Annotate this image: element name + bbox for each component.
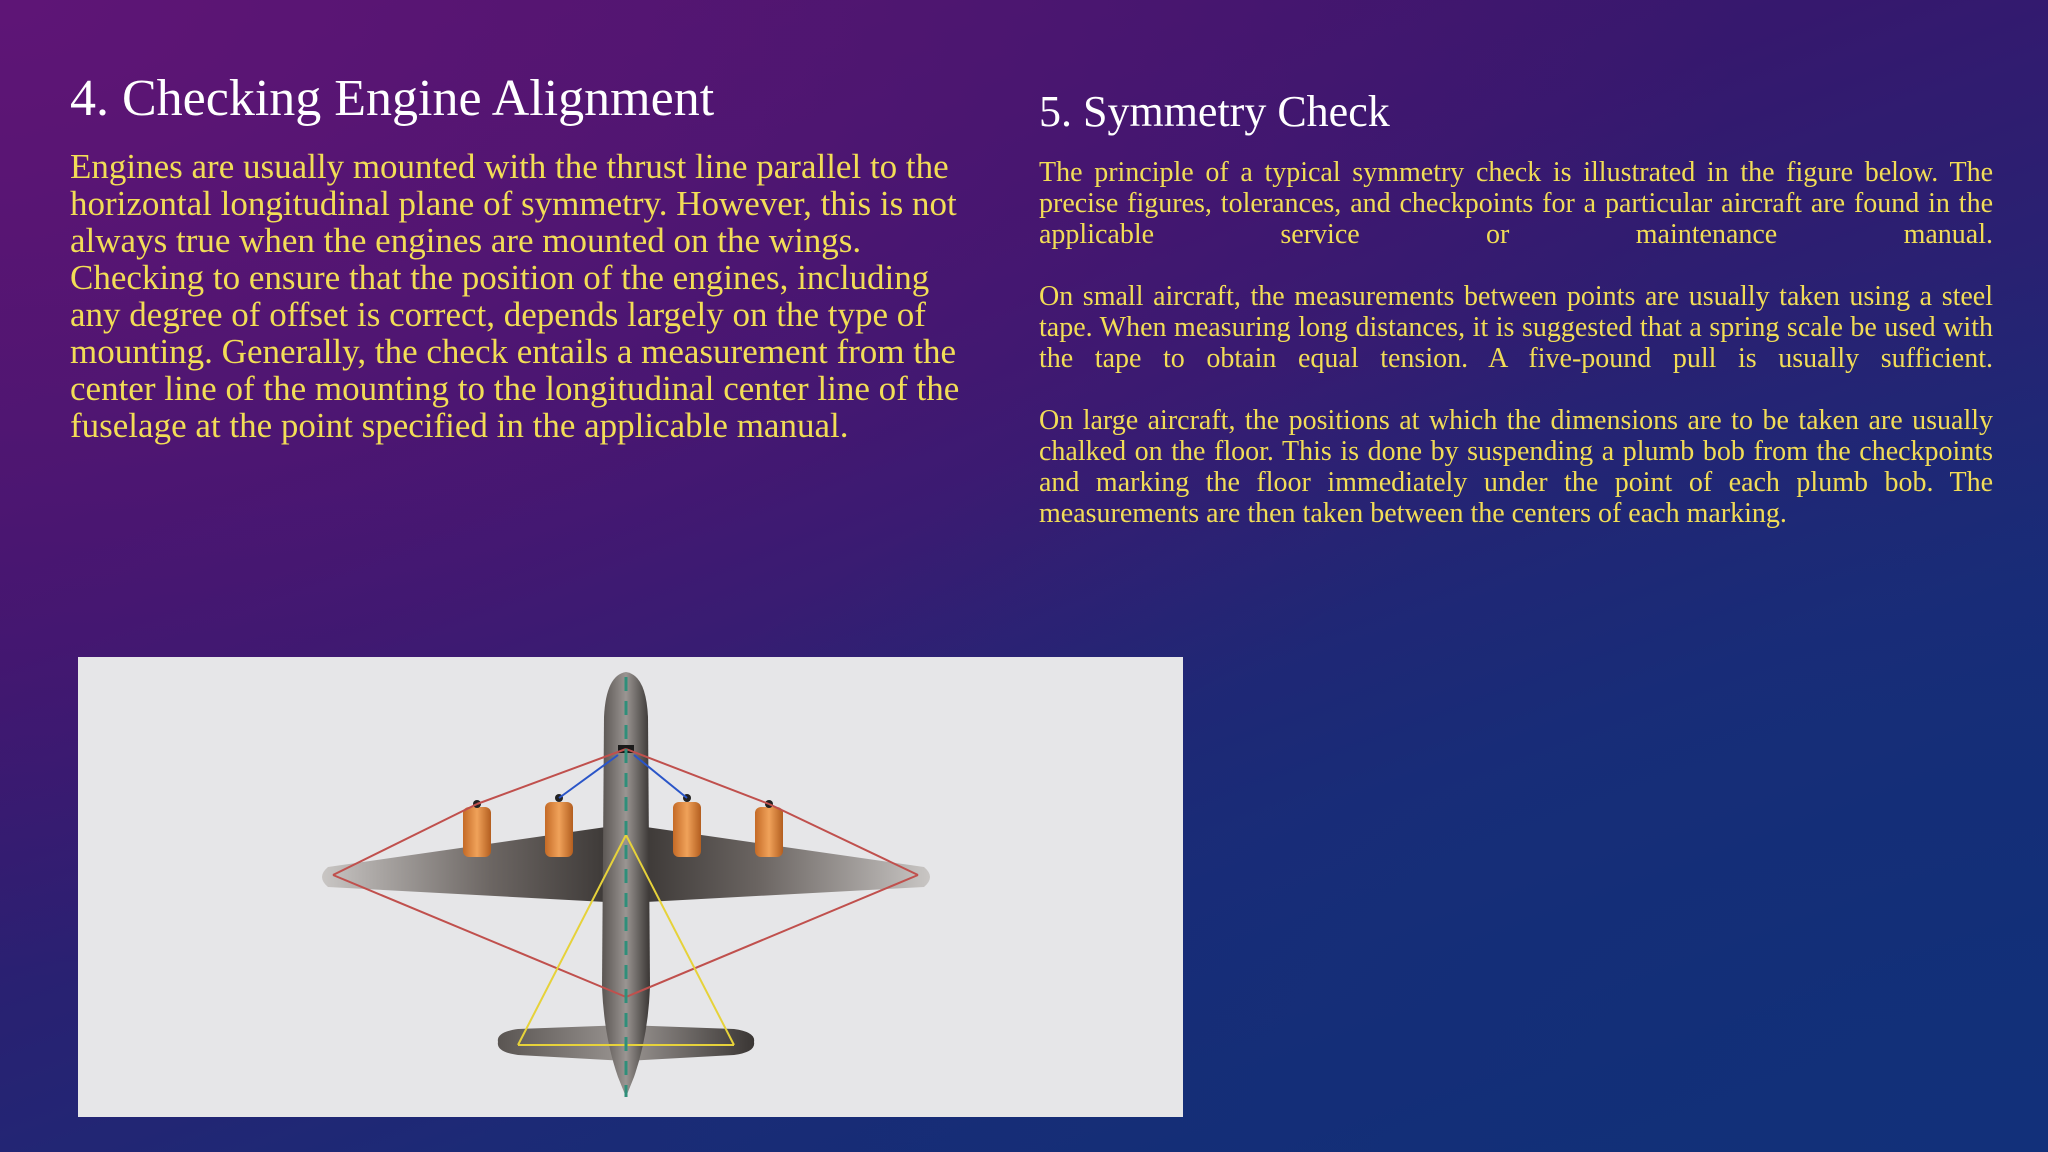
symmetry-check-heading: 5. Symmetry Check	[1039, 87, 1390, 136]
symmetry-paragraph-1: The principle of a typical symmetry check is illustrated in the figure below. The precise figures, tolerances, and checkpoints for a particular aircraft are found in the applicable service or maintenance manual.	[1039, 157, 1993, 250]
engine-alignment-text: Engines are usually mounted with the thrust line parallel to the horizontal longitudinal plane of symmetry. However, this is not always true when the engines are mounted on the wings. Checking to ensure that the position of the engines, including any degree of offset is correct, depends largely on the type of mounting. Generally, the check entails a measurement from the center line of the mounting to the longitudinal center line of the fuselage at the point specified in the applicable manual.	[70, 147, 960, 445]
symmetry-check-text	[1039, 157, 1993, 560]
aircraft-diagram	[78, 657, 1183, 1117]
symmetry-paragraph-3: On large aircraft, the positions at which the dimensions are to be taken are usually chalked on the floor. This is done by suspending a plumb bob from the checkpoints and marking the floor immediately under the point of each plumb bob. The measurements are then taken between the centers of each marking.	[1039, 405, 1993, 529]
aircraft-symmetry-figure	[78, 657, 1183, 1117]
engine-alignment-heading: 4. Checking Engine Alignment	[70, 70, 715, 127]
symmetry-paragraph-2: On small aircraft, the measurements between points are usually taken using a steel tape. When measuring long distances, it is suggested that a spring scale be used with the tape to obtain equal tension. A five-pound pull is usually sufficient.	[1039, 281, 1993, 374]
